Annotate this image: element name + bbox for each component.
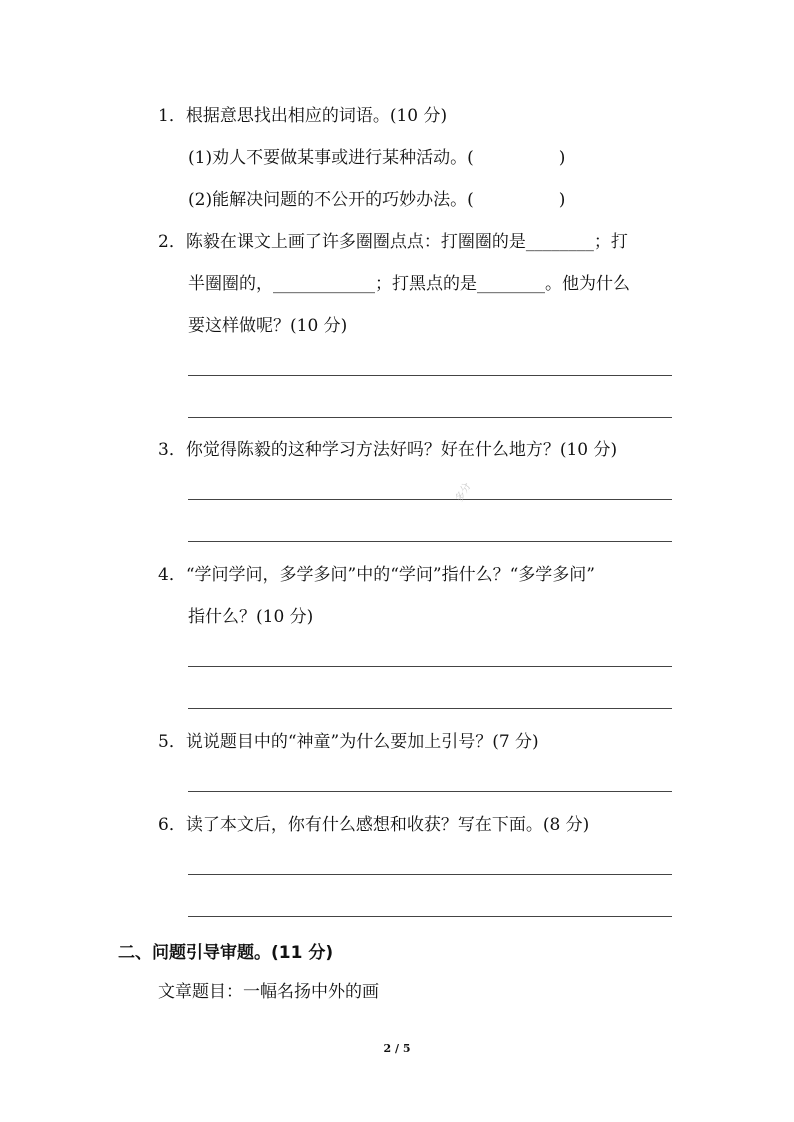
question-2-line-3: 要这样做呢？(10 分) [188,316,348,336]
answer-line[interactable] [188,499,672,500]
page-number: 2 / 5 [383,1042,411,1055]
section-2-article-title: 文章题目：一幅名扬中外的画 [158,982,379,1002]
answer-line[interactable] [188,791,672,792]
answer-line[interactable] [188,916,672,917]
question-1-item-2: (2)能解决问题的不公开的巧妙办法。( ) [188,190,566,210]
answer-line[interactable] [188,417,672,418]
question-4-line-1: 4．“学问学问，多学多问”中的“学问”指什么？“多学多问” [158,565,595,585]
answer-line[interactable] [188,375,672,376]
question-1-item-1: (1)劝人不要做某事或进行某种活动。( ) [188,148,566,168]
section-2-heading: 二、问题引导审题。(11 分) [118,943,334,963]
watermark-text: 多分 [453,481,474,504]
question-2-line-2: 半圈圈的，____________；打黑点的是________。他为什么 [188,274,630,294]
answer-line[interactable] [188,708,672,709]
question-4-line-2: 指什么？(10 分) [188,607,314,627]
question-6: 6．读了本文后，你有什么感想和收获？写在下面。(8 分) [158,815,590,835]
question-3: 3．你觉得陈毅的这种学习方法好吗？好在什么地方？(10 分) [158,440,618,460]
answer-line[interactable] [188,666,672,667]
answer-line[interactable] [188,541,672,542]
question-2-line-1: 2．陈毅在课文上画了许多圈圈点点：打圈圈的是________；打 [158,232,628,252]
question-1: 1．根据意思找出相应的词语。(10 分) [158,106,448,126]
answer-line[interactable] [188,874,672,875]
question-5: 5．说说题目中的“神童”为什么要加上引号？(7 分) [158,732,539,752]
